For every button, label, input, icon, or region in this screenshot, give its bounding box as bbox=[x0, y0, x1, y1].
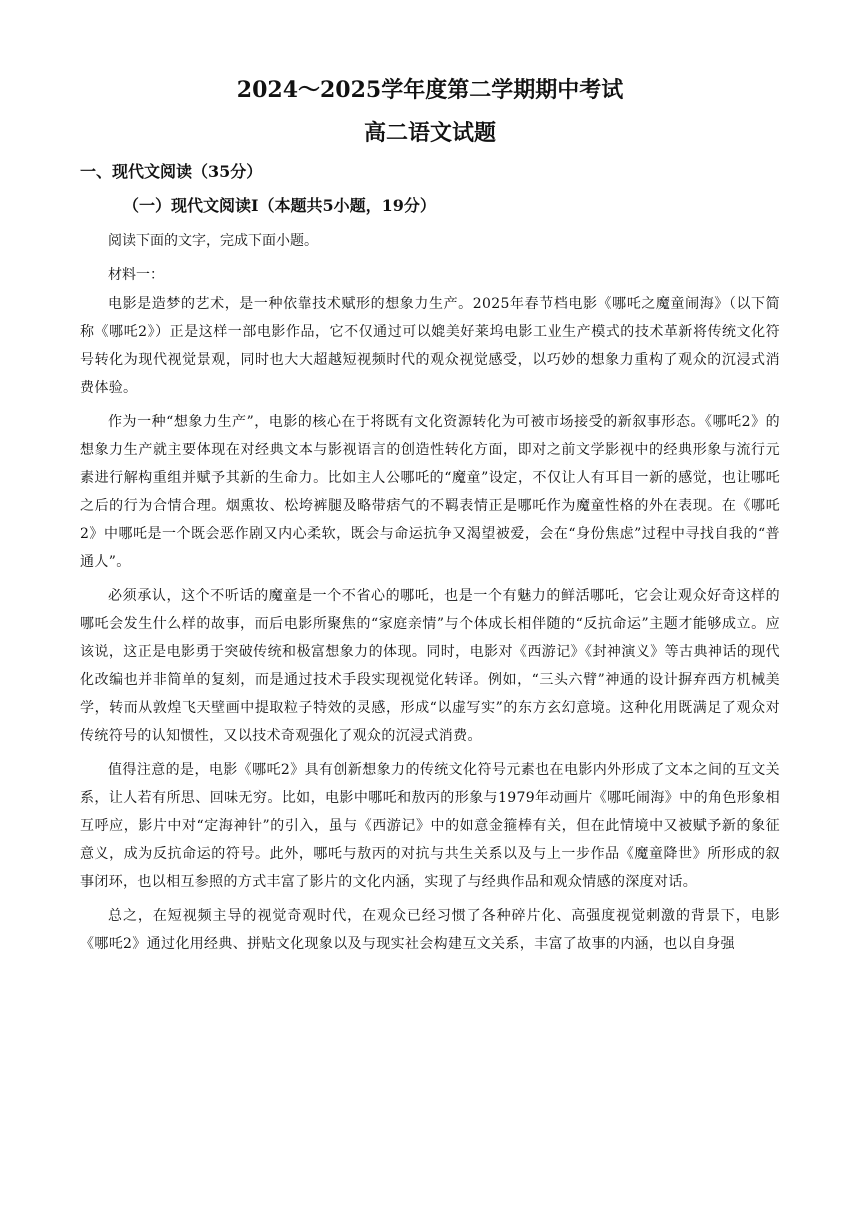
section-heading: 一、现代文阅读（35分） bbox=[80, 162, 263, 181]
exam-title: 2024～2025学年度第二学期期中考试 bbox=[236, 77, 624, 103]
paragraph: 值得注意的是，电影《哪吒2》具有创新想象力的传统文化符号元素也在电影内外形成了文本之间的互文关系，让人若有所思、回味无穷。比如，电影中哪吒和敖丙的形象与1979年动画片《哪吒闹海》中的角色形象相互呼应，影片中对“定海神针”的引入，虽与《西游记》中的如意金箍棒有关，但在此情境中又被赋予新的象征意义，成为反抗命运的符号。此外，哪吒与敖丙的对抗与共生关系以及与上一步作品《魔童降世》所形成的叙事闭环，也以相互参照的方式丰富了影片的文化内涵，实现了与经典作品和观众情感的深度对话。 bbox=[80, 762, 780, 890]
exam-subtitle: 高二语文试题 bbox=[363, 120, 496, 146]
paragraph: 总之，在短视频主导的视觉奇观时代，在观众已经习惯了各种碎片化、高强度视觉刺激的背景下，电影《哪吒2》通过化用经典、拼贴文化现象以及与现实社会构建互文关系，丰富了故事的内涵，也以自身强 bbox=[80, 908, 780, 952]
paragraph: 电影是造梦的艺术，是一种依靠技术赋形的想象力生产。2025年春节档电影《哪吒之魔童闹海》（以下简称《哪吒2》）正是这样一部电影作品，它不仅通过可以媲美好莱坞电影工业生产模式的技术革新将传统文化符号转化为现代视觉景观，同时也大大超越短视频时代的观众视觉感受，以巧妙的想象力重构了观众的沉浸式消费体验。 bbox=[80, 296, 780, 396]
paragraph: 必须承认，这个不听话的魔童是一个不省心的哪吒，也是一个有魅力的鲜活哪吒，它会让观众好奇这样的哪吒会发生什么样的故事，而后电影所聚焦的“家庭亲情”与个体成长相伴随的“反抗命运”主题才能够成立。应该说，这正是电影勇于突破传统和极富想象力的体现。同时，电影对《西游记》《封神演义》等古典神话的现代化改编也并非简单的复刻，而是通过技术手段实现视觉化转译。例如，“三头六臂”神通的设计摒弃西方机械美学，转而从敦煌飞天壁画中提取粒子特效的灵感，形成“以虚写实”的东方玄幻意境。这种化用既满足了观众对传统符号的认知惯性，又以技术奇观强化了观众的沉浸式消费。 bbox=[80, 588, 780, 744]
subsection-heading: （一）现代文阅读Ⅰ（本题共5小题，19分） bbox=[123, 196, 436, 215]
reading-instruction: 阅读下面的文字，完成下面小题。 bbox=[108, 233, 318, 249]
paragraph: 作为一种“想象力生产”，电影的核心在于将既有文化资源转化为可被市场接受的新叙事形态。《哪吒2》的想象力生产就主要体现在对经典文本与影视语言的创造性转化方面，即对之前文学影视中的经典形象与流行元素进行解构重组并赋予其新的生命力。比如主人公哪吒的“魔童”设定，不仅让人有耳目一新的感觉，也让哪吒之后的行为合情合理。烟熏妆、松垮裤腿及略带痞气的不羁表情正是哪吒作为魔童性格的外在表现。在《哪吒2》中哪吒是一个既会恶作剧又内心柔软，既会与命运抗争又渴望被爱，会在“身份焦虑”过程中寻找自我的“普通人”。 bbox=[80, 414, 780, 570]
material-body bbox=[80, 290, 780, 964]
material-label: 材料一： bbox=[108, 267, 164, 283]
